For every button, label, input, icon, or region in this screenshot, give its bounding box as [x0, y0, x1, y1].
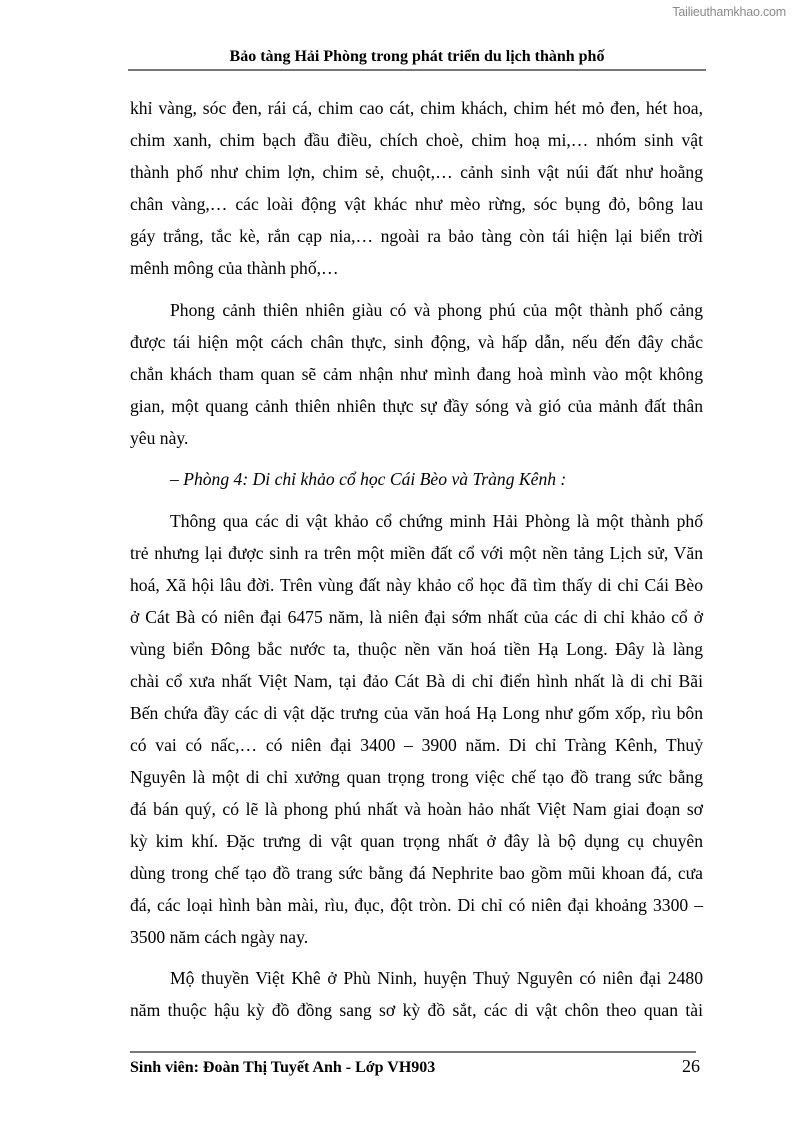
text-line: hoá, Xã hội lâu đời. Trên vùng đất này khảo cổ học đã tìm thấy di chỉ Cái Bèo: [130, 574, 703, 595]
text-line: chắn khách tham quan sẽ cảm nhận như mình đang hoà mình vào một không: [130, 363, 703, 384]
text-line: gian, một quang cảnh thiên nhiên thực sự đầy sóng và gió của mảnh đất thân: [130, 395, 703, 416]
text-line: Bến chứa đầy các di vật dặc trưng của văn hoá Hạ Long như gốm xốp, rìu bôn: [130, 702, 703, 723]
text-line: năm thuộc hậu kỳ đồ đồng sang sơ kỳ đồ sắt, các di vật chôn theo quan tài: [130, 1000, 703, 1020]
text-line: khỉ vàng, sóc đen, rái cá, chim cao cát, chim khách, chim hét mỏ đen, hét hoa,: [130, 98, 703, 118]
text-line: trẻ nhưng lại được sinh ra trên một miền đất cổ với một nền tảng Lịch sử, Văn: [130, 542, 703, 563]
text-line: 3500 năm cách ngày nay.: [130, 926, 309, 947]
text-line: Nguyên là một di chỉ xưởng quan trọng trong việc chế tạo đồ trang sức bằng: [130, 766, 703, 787]
header-divider: [128, 69, 706, 71]
text-line: dùng trong chế tạo đồ trang sức bằng đá Nephrite bao gồm mũi khoan đá, cưa: [130, 862, 703, 883]
page-number: 26: [682, 1056, 700, 1076]
text-line: ở Cát Bà có niên đại 6475 năm, là niên đại sớm nhất của các di chỉ khảo cổ ở: [130, 606, 703, 627]
footer-divider: [130, 1051, 696, 1053]
text-line: Thông qua các di vật khảo cổ chứng minh Hải Phòng là một thành phố: [170, 510, 703, 531]
text-line: thành phố như chim lợn, chim sẻ, chuột,… cảnh sinh vật núi đất như hoằng: [130, 162, 703, 182]
text-line: gáy trắng, tắc kè, rắn cạp nia,… ngoài ra bảo tàng còn tái hiện lại biển trời: [130, 226, 703, 246]
document-body: [130, 92, 703, 1026]
text-line: có vai có nấc,… có niên đại 3400 – 3900 năm. Di chỉ Tràng Kênh, Thuỷ: [130, 734, 703, 755]
text-line: đá, các loại hình bàn mài, rìu, đục, đột tròn. Di chỉ có niên đại khoảng 3300 –: [130, 894, 703, 915]
text-line: mênh mông của thành phố,…: [130, 258, 339, 278]
paragraph: [130, 294, 703, 454]
paragraph: [130, 505, 703, 953]
text-line: chài cổ xưa nhất Việt Nam, tại đảo Cát Bà di chỉ điển hình nhất là di chỉ Bãi: [130, 670, 703, 691]
text-line: yêu này.: [130, 427, 189, 448]
text-line: đá bán quý, có lẽ là phong phú nhất và hoàn hảo nhất Việt Nam giai đoạn sơ: [130, 798, 703, 819]
text-line: Phong cảnh thiên nhiên giàu có và phong phú của một thành phố cảng: [170, 299, 703, 320]
running-header: Bảo tàng Hải Phòng trong phát triển du lịch thành phố: [229, 48, 605, 65]
footer-student-info: Sinh viên: Đoàn Thị Tuyết Anh - Lớp VH903: [130, 1059, 436, 1076]
text-line: chim xanh, chim bạch đầu điều, chích choè, chim hoạ mi,… nhóm sinh vật: [130, 130, 703, 150]
paragraph: [130, 92, 703, 284]
text-line: vùng biển Đông bắc nước ta, thuộc nền văn hoá tiền Hạ Long. Đây là làng: [130, 638, 703, 659]
text-line: chân vàng,… các loài động vật khác như mèo rừng, sóc bụng đỏ, bông lau: [130, 194, 703, 214]
section-heading: [130, 463, 703, 495]
text-line: kỳ kim khí. Đặc trưng di vật quan trọng nhất ở đây là bộ dụng cụ chuyên: [130, 830, 703, 851]
text-line: được tái hiện một cách chân thực, sinh động, và hấp dẫn, nếu đến đây chắc: [130, 331, 703, 352]
text-line: Mộ thuyền Việt Khê ở Phù Ninh, huyện Thuỷ Nguyên có niên đại 2480: [170, 968, 703, 988]
watermark: Tailieuthamkhao.com: [672, 5, 786, 19]
paragraph: [130, 962, 703, 1026]
text-line: – Phòng 4: Di chỉ khảo cổ học Cái Bèo và Tràng Kênh :: [170, 469, 567, 489]
